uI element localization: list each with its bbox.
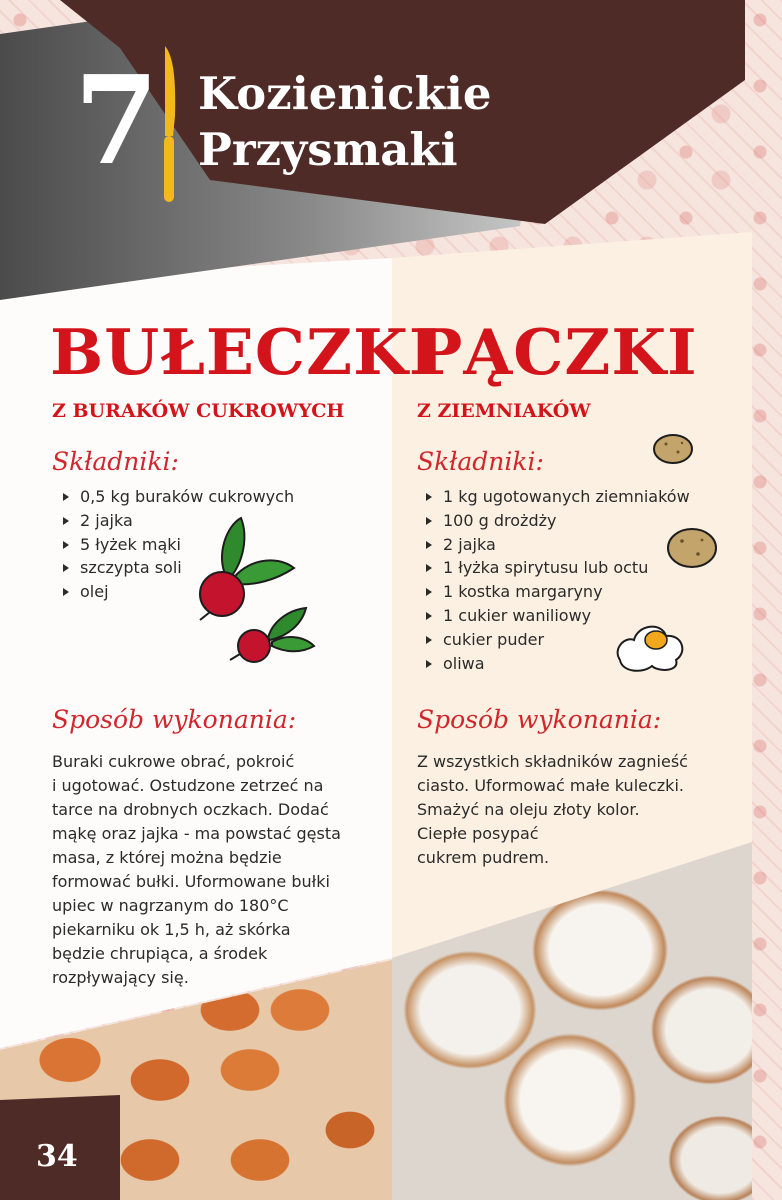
bullet-triangle-icon xyxy=(426,612,432,620)
list-item: 0,5 kg buraków cukrowych xyxy=(60,485,294,509)
potato-icon xyxy=(666,526,718,570)
list-item: 1 kostka margaryny xyxy=(423,580,690,604)
right-method-heading: Sposób wykonania: xyxy=(417,705,662,734)
bullet-triangle-icon xyxy=(426,517,432,525)
right-method-text: Z wszystkich składników zagnieść ciasto. Uformować małe kuleczki. Smażyć na oleju złoty kolor. Ciepłe posypać cukrem pudrem. xyxy=(417,752,688,867)
bullet-triangle-icon xyxy=(426,564,432,572)
list-item: oliwa xyxy=(423,652,690,676)
list-item: 2 jajka xyxy=(423,533,690,557)
bullet-triangle-icon xyxy=(426,636,432,644)
potato-icon xyxy=(652,432,694,466)
bullet-triangle-icon xyxy=(63,493,69,501)
bullet-triangle-icon xyxy=(426,541,432,549)
bullet-triangle-icon xyxy=(63,517,69,525)
list-item: 2 jajka xyxy=(60,509,294,533)
beet-icon xyxy=(228,604,316,666)
right-recipe-title: PĄCZKI xyxy=(415,315,698,389)
bullet-triangle-icon xyxy=(426,588,432,596)
page-number: 34 xyxy=(36,1139,78,1174)
right-recipe-subtitle: Z ZIEMNIAKÓW xyxy=(417,400,591,422)
list-item: olej xyxy=(60,580,294,604)
bullet-triangle-icon xyxy=(426,493,432,501)
brand-line-2: Przysmaki xyxy=(198,123,458,176)
left-recipe-subtitle: Z BURAKÓW CUKROWYCH xyxy=(52,400,345,422)
list-item: 100 g drożdży xyxy=(423,509,690,533)
left-recipe-title: BUŁECZKI xyxy=(50,315,440,389)
list-item: 1 łyżka spirytusu lub octu xyxy=(423,556,690,580)
list-item: cukier puder xyxy=(423,628,690,652)
bullet-triangle-icon xyxy=(63,541,69,549)
header-brand xyxy=(198,66,492,178)
bullet-triangle-icon xyxy=(63,564,69,572)
left-ingredients-heading: Składniki: xyxy=(52,447,179,476)
left-method-heading: Sposób wykonania: xyxy=(52,705,297,734)
bullet-triangle-icon xyxy=(63,588,69,596)
egg-icon xyxy=(612,620,688,674)
list-item: szczypta soli xyxy=(60,556,294,580)
right-ingredients-heading: Składniki: xyxy=(417,447,544,476)
header-number: 7 xyxy=(74,48,159,192)
knife-icon xyxy=(161,46,177,204)
left-method-text: Buraki cukrowe obrać, pokroić i ugotować. Ostudzone zetrzeć na tarce na drobnych oczkach. Dodać mąkę oraz jajka - ma powstać gęsta masa, z której można będzie formować bułki. Uformowane bułki upiec w nagrzanym do 180°C piekarniku ok 1,5 h, aż skórka będzie chrupiąca, a środek rozpływający się. xyxy=(52,752,341,987)
brand-line-1: Kozienickie xyxy=(198,67,492,120)
list-item: 5 łyżek mąki xyxy=(60,533,294,557)
list-item: 1 kg ugotowanych ziemniaków xyxy=(423,485,690,509)
bullet-triangle-icon xyxy=(426,660,432,668)
list-item: 1 cukier waniliowy xyxy=(423,604,690,628)
